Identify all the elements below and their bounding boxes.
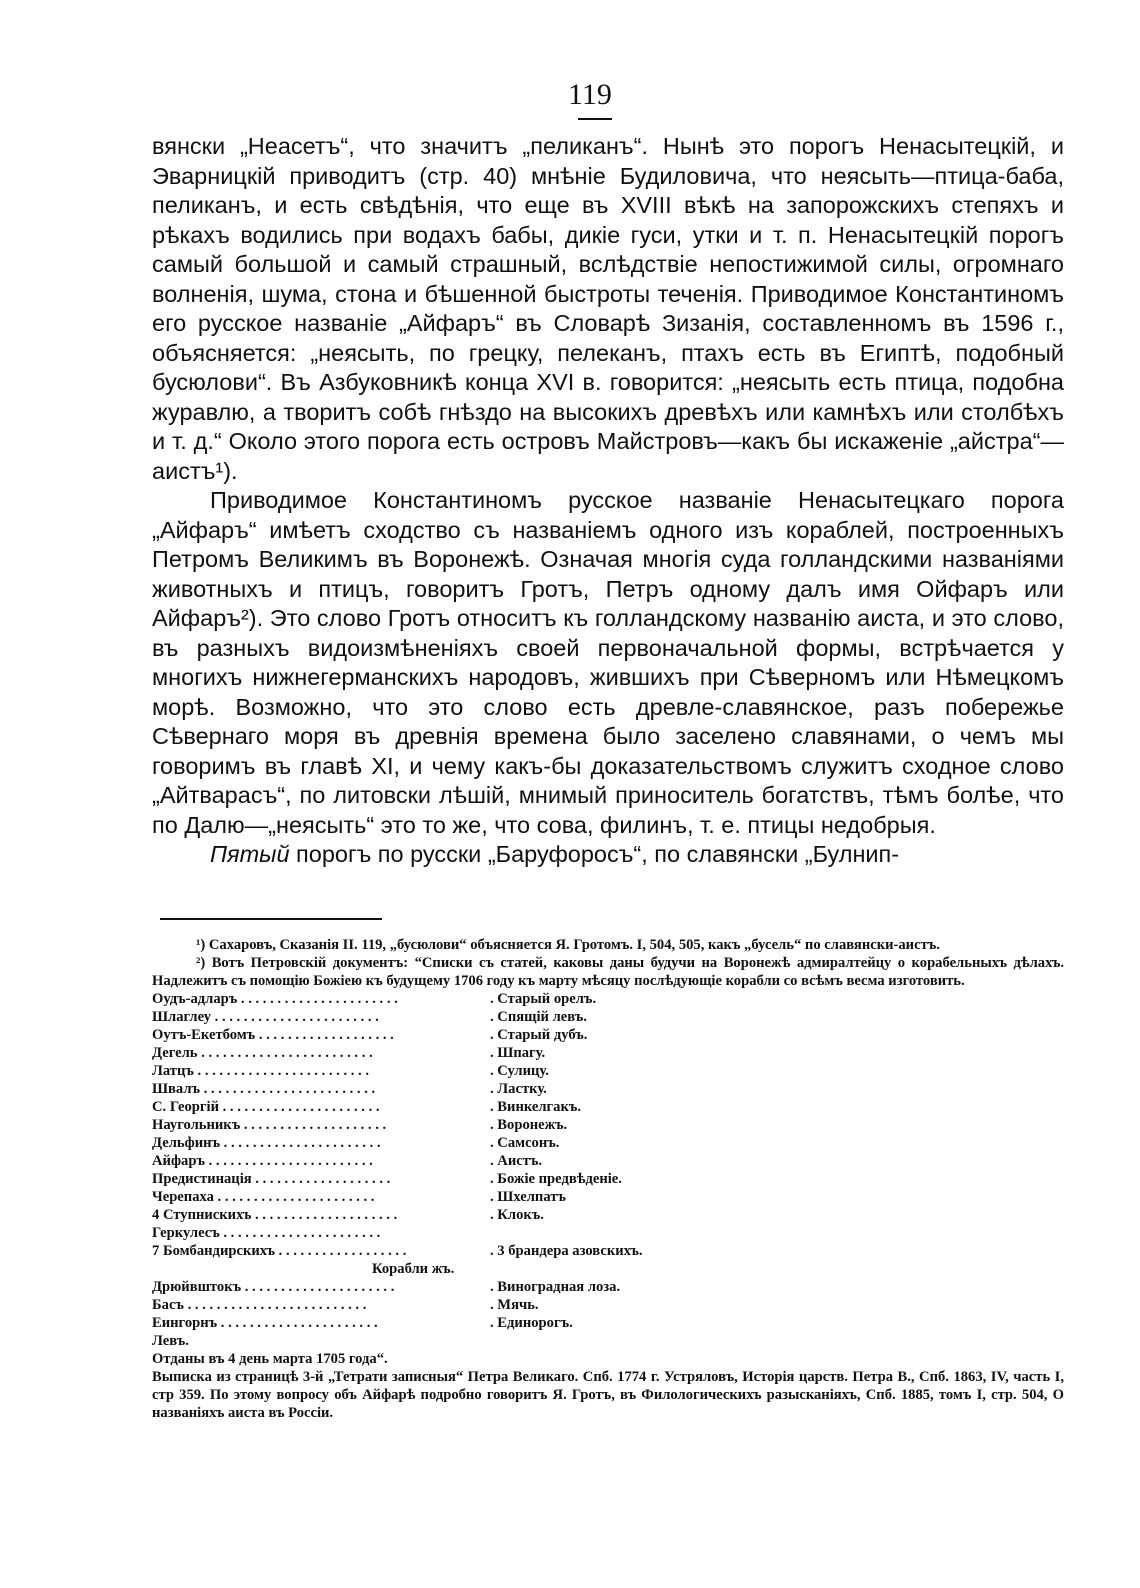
footnote-source: Выписка из страницѣ 3-й „Тетрати записныя“ Петра Великаго. Спб. 1774 г. Устряловъ, Исторія царств. Петра В., Спб. 1863, IV, часть I, стр 359. По этому вопросу объ Айфарѣ подробно говоритъ Я. Гротъ, въ Филологическихъ разысканіяхъ, Спб. 1885, томъ I, стр. 504, О названіяхъ аиста въ Россіи. (152, 1369, 1064, 1421)
ship-row (152, 1026, 1064, 1044)
footnotes (152, 936, 1064, 1422)
ship-list (152, 990, 1064, 1260)
ship-row (152, 1098, 1064, 1116)
ship-translation: . Ластку. (490, 1081, 547, 1097)
ship-translation: . Самсонъ. (490, 1135, 560, 1151)
ship-name: Швалъ . . . . . . . . . . . . . . . . . . . . . . . . (152, 1081, 376, 1097)
page-number: 119 (568, 78, 612, 111)
ship-translation: . Спящій левъ. (490, 1009, 587, 1025)
ship-row (152, 1188, 1064, 1206)
ship-name: Дегель . . . . . . . . . . . . . . . . . . . . . . . . (152, 1045, 373, 1061)
ship-name: Еингорнъ . . . . . . . . . . . . . . . . . . . . . . (152, 1315, 378, 1331)
ship-row (152, 1044, 1064, 1062)
footnote-1: ¹) Сахаровъ, Сказанія II. 119, „бусюлови“ объясняется Я. Гротомъ. I, 504, 505, какъ „бусель“ по славянски-аистъ. (196, 937, 940, 953)
ship-section-title: Корабли жъ. (372, 1261, 455, 1277)
ship-name: Шлаглеу . . . . . . . . . . . . . . . . . . . . . . . (152, 1009, 379, 1025)
ship-name: Латцъ . . . . . . . . . . . . . . . . . . . . . . . . (152, 1063, 370, 1079)
ship-name: Айфаръ . . . . . . . . . . . . . . . . . . . . . . . (152, 1153, 373, 1169)
ship-row (152, 1278, 1064, 1296)
ship-name: Предистинація . . . . . . . . . . . . . . . . . . . (152, 1171, 391, 1187)
ship-row (152, 1134, 1064, 1152)
ship-translation: . Шхелпатъ (490, 1189, 566, 1205)
ship-translation: . Воронежъ. (490, 1117, 568, 1133)
ship-name: Дрюйвштокъ . . . . . . . . . . . . . . . . . . . . . (152, 1279, 395, 1295)
ship-row (152, 1116, 1064, 1134)
ship-row (152, 1170, 1064, 1188)
ship-row (152, 1296, 1064, 1314)
ship-list-2 (152, 1278, 1064, 1332)
ship-row (152, 1008, 1064, 1026)
ship-translation: . Шпагу. (490, 1045, 546, 1061)
ship-name: Дельфинъ . . . . . . . . . . . . . . . . . . . . . . (152, 1135, 381, 1151)
footnote-separator (160, 918, 382, 920)
paragraph-3-rest: порогъ по русски „Баруфоросъ“, по славянски „Булнип- (289, 841, 900, 867)
ship-row (152, 1080, 1064, 1098)
ship-translation: . Божіе предвѣденіе. (490, 1171, 622, 1187)
ship-name: Басъ . . . . . . . . . . . . . . . . . . . . . . . . . (152, 1297, 367, 1313)
ship-translation: . Клокъ. (490, 1207, 544, 1223)
paragraph-3-italic-lead: Пятый (210, 841, 290, 867)
footnote-2: ²) Вотъ Петровскій документъ: “Списки съ статей, каковы даны будучи на Воронежѣ адмиралтейцу о корабельныхъ дѣлахъ. Надлежитъ съ помощію Божіею къ будущему 1706 году къ марту мѣсяцу послѣдующіе корабли со всѣмъ весма изготовить. (152, 955, 1064, 989)
paragraph-2: Приводимое Константиномъ русское названіе Ненасытецкаго порога „Айфаръ“ имѣетъ сходство съ названіемъ одного изъ кораблей, построенныхъ Петромъ Великимъ въ Воронежѣ. Означая многія суда голландскими названіями животныхъ и птицъ, говоритъ Гротъ, Петръ одному далъ имя Ойфаръ или Айфаръ²). Это слово Гротъ относитъ къ голландскому названію аиста, и это слово, въ разныхъ видоизмѣненіяхъ своей первоначальной формы, встрѣчается у многихъ нижнегерманскихъ народовъ, жившихъ при Сѣверномъ или Нѣмецкомъ морѣ. Возможно, что это слово есть древле-славянское, разъ побережье Сѣвернаго моря въ древнія времена было заселено славянами, о чемъ мы говоримъ въ главѣ XI, и чему какъ-бы доказательствомъ служитъ сходное слово „Айтварасъ“, по литовски лѣшій, мнимый приноситель богатствъ, тѣмъ болѣе, что по Далю—„неясыть“ это то же, что сова, филинъ, т. е. птицы недобрыя. (152, 487, 1064, 838)
ship-row (152, 1206, 1064, 1224)
ship-row (152, 1062, 1064, 1080)
ship-name: Оудъ-адларъ . . . . . . . . . . . . . . . . . . . . . . (152, 991, 398, 1007)
paragraph-1: вянски „Неасетъ“, что значитъ „пеликанъ“. Нынѣ это порогъ Ненасытецкій, и Эварницкій приводитъ (стр. 40) мнѣніе Будиловича, что неясыть—птица-баба, пеликанъ, и есть свѣдѣнія, что еще въ XVIII вѣкѣ на запорожскихъ степяхъ и рѣкахъ водились при водахъ бабы, дикіе гуси, утки и т. п. Ненасытецкій порогъ самый большой и самый страшный, вслѣдствіе непостижимой силы, огромнаго волненія, шума, стона и бѣшенной быстроты теченія. Приводимое Константиномъ его русское названіе „Айфаръ“ въ Словарѣ Зизанія, составленномъ въ 1596 г., объясняется: „неясыть, по грецку, пелеканъ, птахъ есть въ Египтѣ, подобный бусюлови“. Въ Азбуковникѣ конца XVI в. говорится: „неясыть есть птица, подобна журавлю, а творитъ собѣ гнѣздо на высокихъ древѣхъ или камнѣхъ или столбѣхъ и т. д.“ Около этого порога есть островъ Майстровъ—какъ бы искаженіе „айстра“—аистъ¹). (152, 133, 1064, 484)
ship-translation: . 3 брандера азовскихъ. (490, 1243, 643, 1259)
ship-name: Оутъ-Екетбомъ . . . . . . . . . . . . . . . . . . . (152, 1027, 394, 1043)
ship-translation (490, 1224, 1064, 1242)
ship-translation: . Винкелгакъ. (490, 1099, 582, 1115)
ship-row (152, 1224, 1064, 1242)
ship-row (152, 1314, 1064, 1332)
ship-row (152, 990, 1064, 1008)
paragraph-3 (152, 840, 1064, 870)
ship-name: Геркулесъ . . . . . . . . . . . . . . . . . . . . . . (152, 1225, 381, 1241)
ship-translation: . Единорогъ. (490, 1315, 573, 1331)
ship-name: Наугольникъ . . . . . . . . . . . . . . . . . . . . (152, 1117, 387, 1133)
ship-translation: . Аистъ. (490, 1153, 543, 1169)
ship-translation: . Виноградная лоза. (490, 1279, 621, 1295)
ship-translation: . Сулицу. (490, 1063, 549, 1079)
ship-translation: . Мячь. (490, 1297, 539, 1313)
ship-name: 7 Бомбандирскихъ . . . . . . . . . . . . . . . . . . (152, 1243, 407, 1259)
ship-lev: Левъ. (152, 1333, 189, 1349)
body-text (152, 132, 1064, 870)
ship-translation: . Старый орелъ. (490, 991, 597, 1007)
ship-row (152, 1242, 1064, 1260)
ship-row (152, 1152, 1064, 1170)
ship-name: Черепаха . . . . . . . . . . . . . . . . . . . . . . (152, 1189, 375, 1205)
ship-name: 4 Ступнискихъ . . . . . . . . . . . . . . . . . . . . (152, 1207, 398, 1223)
document-date: Отданы въ 4 день марта 1705 года“. (152, 1351, 388, 1367)
ship-translation: . Старый дубъ. (490, 1027, 588, 1043)
ship-name: С. Георгій . . . . . . . . . . . . . . . . . . . . . . (152, 1099, 380, 1115)
page-number-underline (578, 118, 612, 120)
